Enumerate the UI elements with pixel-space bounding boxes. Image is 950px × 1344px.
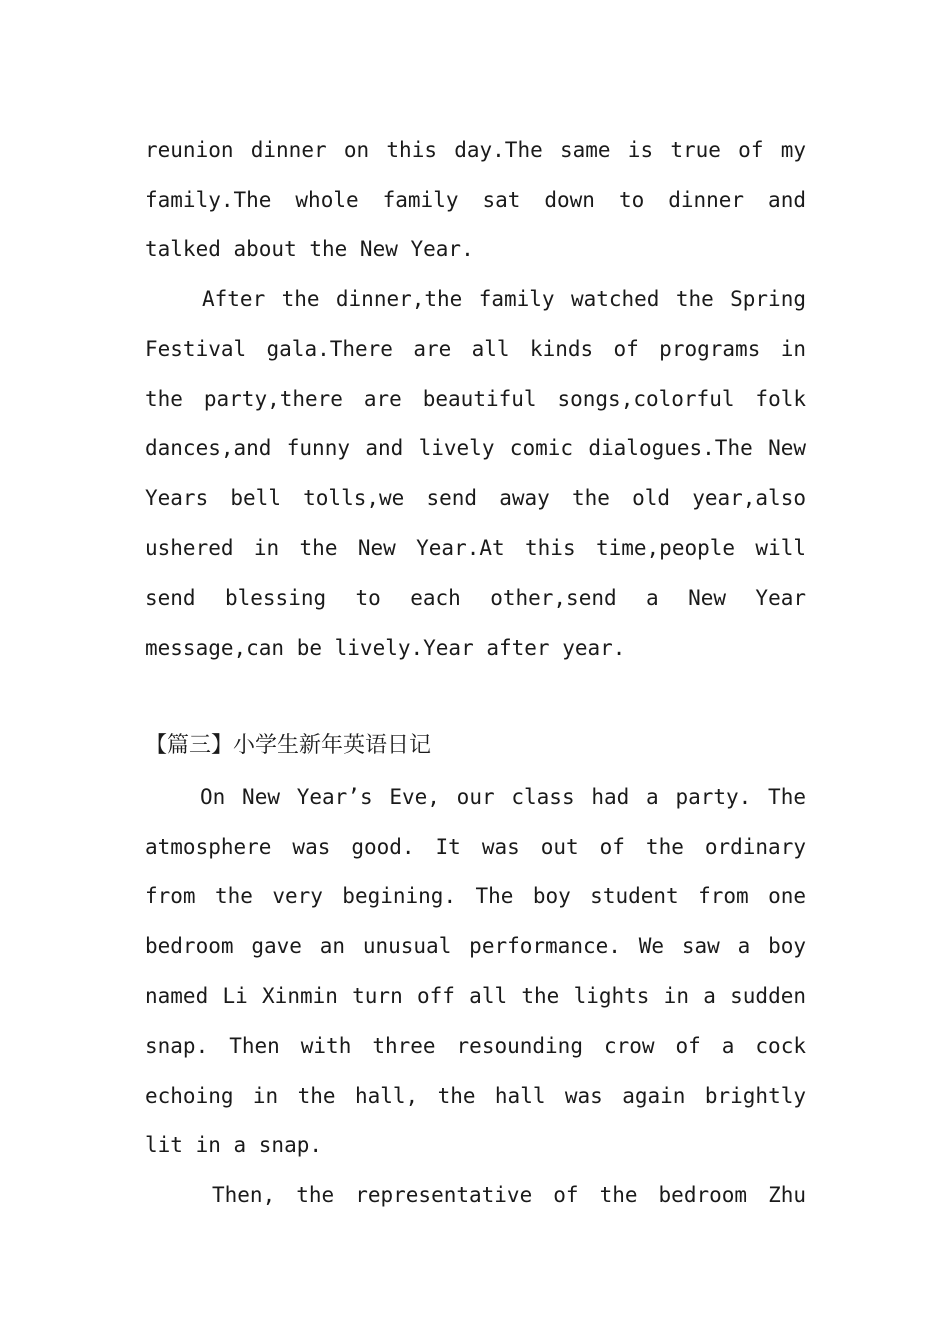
paragraph-2-line-3: the party,there are beautiful songs,colorful folk: [145, 387, 806, 411]
section-heading: 【篇三】小学生新年英语日记: [145, 733, 432, 758]
paragraph-3-line-8: lit in a snap.: [145, 1133, 323, 1157]
paragraph-1-line-3: talked about the New Year.: [145, 237, 474, 261]
paragraph-1-line-1: reunion dinner on this day.The same is true of my: [145, 138, 806, 162]
paragraph-3-line-4: bedroom gave an unusual performance. We saw a boy: [145, 934, 806, 958]
paragraph-2-line-2: Festival gala.There are all kinds of programs in: [145, 337, 806, 361]
paragraph-3-line-7: echoing in the hall, the hall was again brightly: [145, 1084, 806, 1108]
paragraph-1-line-2: family.The whole family sat down to dinner and: [145, 188, 806, 212]
paragraph-2-line-6: ushered in the New Year.At this time,people will: [145, 536, 806, 560]
paragraph-2-line-5: Years bell tolls,we send away the old year,also: [145, 486, 806, 510]
paragraph-3-line-1: On New Year’s Eve, our class had a party. The: [200, 785, 806, 809]
paragraph-2-line-8: message,can be lively.Year after year.: [145, 636, 626, 660]
paragraph-2-line-1: After the dinner,the family watched the Spring: [202, 287, 806, 311]
paragraph-3-line-2: atmosphere was good. It was out of the ordinary: [145, 835, 806, 859]
paragraph-3-line-6: snap. Then with three resounding crow of a cock: [145, 1034, 806, 1058]
paragraph-2-line-7: send blessing to each other,send a New Year: [145, 586, 806, 610]
paragraph-3-line-5: named Li Xinmin turn off all the lights in a sudden: [145, 984, 806, 1008]
paragraph-2-line-4: dances,and funny and lively comic dialogues.The New: [145, 436, 806, 460]
paragraph-3-line-3: from the very begining. The boy student from one: [145, 884, 806, 908]
paragraph-4-line-1: Then, the representative of the bedroom Zhu: [212, 1183, 806, 1207]
